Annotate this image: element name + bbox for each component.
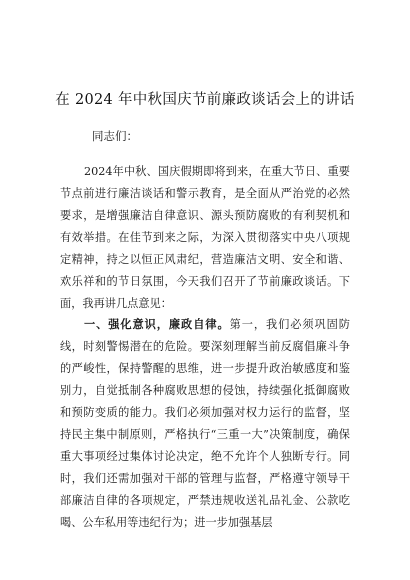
paragraph-section-1 [60,313,350,534]
document-title: 在 2024 年中秋国庆节前廉政谈话会上的讲话 [55,92,355,108]
salutation: 同志们： [92,129,138,143]
section-body: 第一，我们必须巩固防线，时刻警惕潜在的危险。要深刻理解当前反腐倡廉斗争的严峻性，保持警醒的思维，进一步提升政治敏感度和鉴别力，自觉抵制各种腐败思想的侵蚀，持续强化抵御腐败和预防变质的能力。我们必须加强对权力运行的监督，坚持民主集中制原则，严格执行“三重一大”决策制度，确保重大事项经过集体讨论决定，绝不允许个人独断专行。同时，我们还需加强对干部的管理与监督，严格遵守领导干部廉洁自律的各项规定，严禁违规收送礼品礼金、公款吃喝、公车私用等违纪行为；进一步加强基层 [60,318,350,529]
section-heading: 一、强化意识，廉政自律。 [84,317,230,331]
paragraph-intro: 2024年中秋、国庆假期即将到来，在重大节日、重要节点前进行廉洁谈话和警示教育，是全面从严治党的必然要求，是增强廉洁自律意识、源头预防腐败的有利契机和有效举措。在佳节到来之际，为深入贯彻落实中央八项规定精神，持之以恒正风肃纪，营造廉洁文明、安全和谐、欢乐祥和的节日氛围，今天我们召开了节前廉政谈话。下面，我再讲几点意见： [60,165,350,310]
